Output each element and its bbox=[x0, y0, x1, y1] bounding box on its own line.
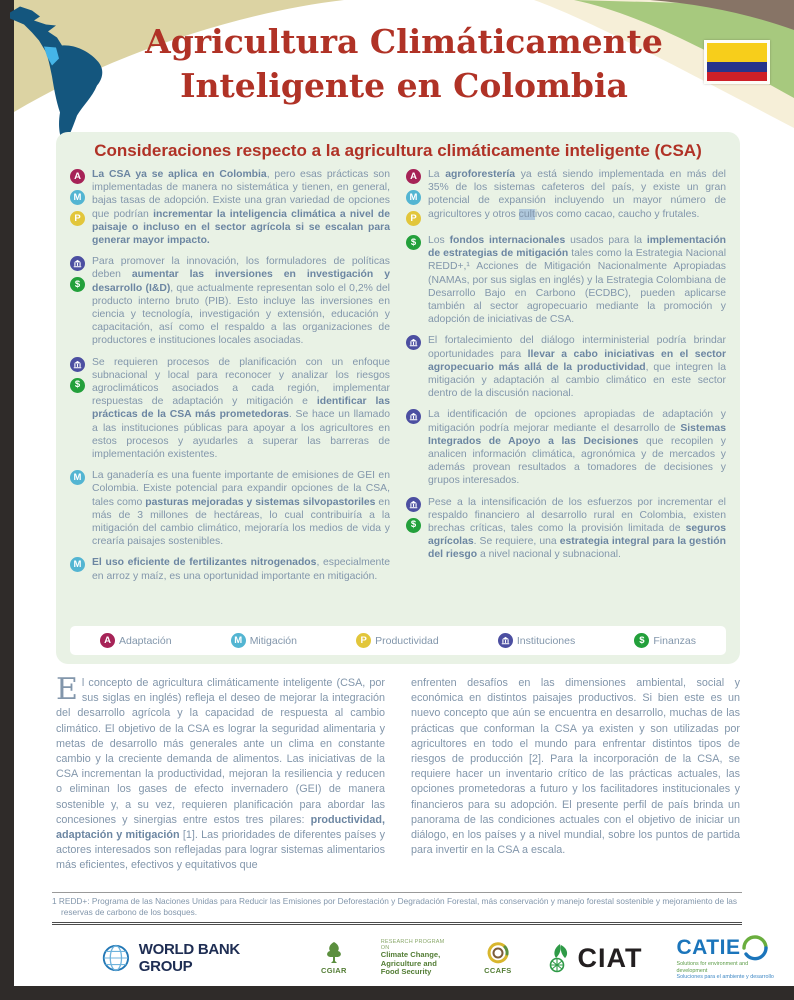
productivity-icon: P bbox=[70, 211, 85, 226]
ciat-label: CIAT bbox=[577, 942, 643, 973]
body-left-text: l concepto de agricultura climáticamente inteligente (CSA, por sus siglas en inglés) refleja el deseo de mejorar la integración del desarrollo agrícola y la capacidad de respuesta al cambio climático. El objetivo de la CSA es lograr la seguridad alimentaria y metas de desarrollo más generales ante un clima en constante cambio y la creciente demanda de alimentos. Las iniciativas de la CSA incrementan la productividad, mejoran la resiliencia y reducen o eliminan los gases de efecto invernadero (GEI) de manera sostenible y, a su vez, requieren planificación para abordar las concesiones y sinergias entre estos tres pilares: productividad, adaptación y mitigación [1]. Las prioridades de diferentes países y actores interesados son reflejadas para lograr sistemas alimentarios más eficientes, efectivos y equitativos que bbox=[56, 677, 385, 872]
institutions-icon bbox=[406, 497, 421, 512]
bullet-icons bbox=[70, 168, 87, 247]
bullet-text: El uso eficiente de fertilizantes nitrogenados, especialmente en arroz y maíz, es una oportunidad importante en mitigación. bbox=[92, 557, 391, 582]
catie-swoosh-icon bbox=[742, 935, 768, 961]
productivity-icon: P bbox=[406, 211, 421, 226]
footer-logos bbox=[40, 929, 774, 987]
bullet-icons bbox=[406, 334, 423, 400]
legend-label: Mitigación bbox=[249, 634, 297, 647]
bullet-text: La identificación de opciones apropiadas de adaptación y mitigación podría mejorar mediante el desarrollo de Sistemas Integrados de Apoyo a las Decisiones que recopilen y analicen información climática, agronómica y de mercados y además provean resultados a tomadores de decisiones y grupos interesados. bbox=[428, 409, 727, 487]
legend-item bbox=[634, 633, 696, 648]
cgiar-label: CGIAR bbox=[321, 966, 347, 975]
cgiar-tree-icon bbox=[322, 941, 346, 965]
bullet-text: Se requieren procesos de planificación con un enfoque subnacional y local para reconocer y analizar los riesgos agroclimáticos asociados a cada región, implementar respuestas de adaptación y mitigación e identificar las prácticas de la CSA más prometedoras. Se hace un llamado a las instituciones públicas para apoyar a los agricultores en estos procesos y ayudarles a superar las barreras de implementación existentes. bbox=[92, 356, 390, 461]
bullet-text: El fortalecimiento del diálogo interministerial podría brindar oportunidades para llevar a cabo iniciativas en el sector agropecuario más allá de la productividad, que integren la mitigación y adaptación al cambio climático en este sector dentro de la discusión nacional. bbox=[428, 335, 726, 400]
body-text-section bbox=[56, 672, 740, 874]
mitigation-icon: M bbox=[231, 633, 246, 648]
bullet-icons bbox=[406, 168, 423, 226]
flag-stripe-yellow bbox=[707, 43, 767, 62]
page-title-line2: Inteligente en Colombia bbox=[180, 66, 628, 105]
legend-bar bbox=[70, 626, 726, 655]
finance-icon: $ bbox=[634, 633, 649, 648]
catie-tagline-en: Solutions for environment and development bbox=[676, 961, 749, 974]
flag-stripe-red bbox=[707, 72, 767, 82]
bullet-text: Pese a la intensificación de los esfuerzos por incrementar el respaldo financiero al desarrollo rural en Colombia, existen brechas críticas, tales como la provisión limitada de seguros agrícolas. Se requiere, una estrategia integral para la gestión del riesgo a nivel nacional y subnacional. bbox=[428, 496, 726, 561]
page-bottom-border bbox=[0, 986, 794, 1000]
header bbox=[14, 0, 794, 132]
legend-item bbox=[498, 633, 575, 648]
bullet-icons bbox=[70, 469, 87, 548]
bullet-text: La CSA ya se aplica en Colombia, pero esas prácticas son implementadas de manera no sistemática y tienen, en general, bajas tasas de adopción. Existe una gran variedad de opciones que podrían incrementar la inteligencia climática a nivel de paisaje o incluso en el sector agrícola si se escalan para generar mayor impacto. bbox=[92, 169, 390, 247]
drop-cap: E bbox=[56, 672, 78, 707]
bullet-text: La agroforestería ya está siendo implementada en más del 35% de los sistemas cafeteros del país, y existe un gran potencial de expansión incluyendo un mayor número de agricultores y otros cultivos como cacao, caucho y frutales. bbox=[428, 169, 726, 220]
legend-item bbox=[100, 633, 172, 648]
institutions-icon bbox=[406, 409, 421, 424]
page-title-line1: Agricultura Climáticamente bbox=[145, 22, 663, 61]
catie-label: CATIE bbox=[676, 936, 741, 960]
legend-item bbox=[231, 633, 297, 648]
panel-heading: Consideraciones respecto a la agricultura climáticamente inteligente (CSA) bbox=[94, 141, 702, 160]
institutions-icon bbox=[498, 633, 513, 648]
legend-item bbox=[356, 633, 439, 648]
footnote bbox=[52, 892, 742, 925]
ccafs-program-tiny-label: RESEARCH PROGRAM ON bbox=[380, 939, 445, 952]
ccafs-label: CCAFS bbox=[484, 966, 512, 975]
institutions-icon bbox=[70, 256, 85, 271]
institutions-icon bbox=[406, 335, 421, 350]
body-right-column: enfrenten desafíos en las dimensiones ambiental, social y económica en distintos paisajes productivos. Si bien este es un nuevo concepto que aún se encuentra en desarrollo, muchas de las prácticas que conforman la CSA ya existen y son utilizadas por agricultores en todo el mundo para enfrentar distintos tipos de riesgos de producción [2]. Para la incorporación de la CSA, se requiere hacer un inventario crítico de las prácticas actuales, las opciones prometedoras a futuro y los facilitadores institucionales y financieros para su adopción. El presente perfil de país brinda un panorama de las condiciones actuales con el objetivo de iniciar un diálogo, en los países y a nivel mundial, sobre los puntos de partida para invertir en la CSA a escala. bbox=[411, 677, 740, 857]
legend-label: Adaptación bbox=[119, 634, 172, 647]
bullet-text: Los fondos internacionales usados para la implementación de estrategias de mitigación tales como la Estrategia Nacional REDD+,¹ Acciones de Mitigación Nacionalmente Apropiadas (NAMAs, por sus siglas en inglés) y la Estrategia Colombiana de Desarrollo Bajo en Carbono (ECDBC), pueden aplicarse también al sector agropecuario mediante la promoción y adopción de iniciativas de CSA. bbox=[428, 235, 727, 326]
ciat-leaf-icon bbox=[546, 943, 574, 973]
bullet-icons bbox=[70, 356, 87, 462]
adaptation-icon: A bbox=[100, 633, 115, 648]
ccafs-program-line: Food Security bbox=[380, 967, 432, 977]
considerations-left-column bbox=[70, 168, 390, 591]
cgiar-logo bbox=[321, 941, 347, 975]
consideration-item bbox=[406, 334, 726, 400]
ccafs-ring-icon bbox=[486, 941, 510, 965]
consideration-item bbox=[406, 408, 726, 487]
mitigation-icon: M bbox=[70, 470, 85, 485]
ccafs-program-line: Climate Change, bbox=[380, 950, 441, 960]
consideration-item bbox=[70, 255, 390, 347]
consideration-item bbox=[70, 556, 390, 582]
considerations-right-column bbox=[406, 168, 726, 591]
catie-tagline-es: Soluciones para el ambiente y desarrollo bbox=[676, 974, 774, 981]
latin-america-map-graphic bbox=[4, 2, 124, 152]
adaptation-icon: A bbox=[406, 169, 421, 184]
flag-stripe-blue bbox=[707, 62, 767, 72]
footnote-text: 1 REDD+: Programa de las Naciones Unidas para Reducir las Emisiones por Deforestación y Degradación Forestal, más conservación y manejo forestal sostenible y mejoramiento de las reservas de carbono de los bosques. bbox=[52, 896, 738, 917]
page-title bbox=[134, 20, 674, 108]
mitigation-icon: M bbox=[70, 190, 85, 205]
catie-logo bbox=[677, 935, 774, 981]
bullet-text: La ganadería es una fuente importante de emisiones de GEI en Colombia. Existe potencial para expandir opciones de la CSA, tales como pasturas mejoradas y sistemas silvopastoriles en más de 3 millones de hectáreas, lo cual contribuiría a la mitigación del cambio climático, mejoraría los medios de vida y crearía paisajes sostenibles. bbox=[92, 470, 390, 548]
bullet-icons bbox=[70, 255, 87, 347]
finance-icon: $ bbox=[70, 378, 85, 393]
finance-icon: $ bbox=[406, 235, 421, 250]
ccafs-program-text bbox=[381, 939, 450, 977]
productivity-icon: P bbox=[356, 633, 371, 648]
bullet-text: Para promover la innovación, los formuladores de políticas deben aumentar las inversiones en investigación y desarrollo (I&D), que actualmente representan solo el 0,2% del producto interno bruto (PIB). Esto incluye las inversiones en ciencia y tecnología, investigación y extensión, educación y capacitación, así como el respaldo a las organizaciones de productores e instituciones locales asociadas. bbox=[92, 256, 391, 347]
mitigation-icon: M bbox=[406, 190, 421, 205]
bullet-icons bbox=[406, 234, 423, 326]
institutions-icon bbox=[70, 357, 85, 372]
ciat-logo bbox=[546, 943, 643, 974]
bullet-icons bbox=[406, 496, 423, 562]
consideration-item bbox=[406, 496, 726, 562]
adaptation-icon: A bbox=[70, 169, 85, 184]
worldbank-logo bbox=[100, 941, 287, 975]
mitigation-icon: M bbox=[70, 557, 85, 572]
finance-icon: $ bbox=[406, 518, 421, 533]
consideration-item bbox=[70, 356, 390, 462]
consideration-item bbox=[406, 234, 726, 326]
worldbank-label: WORLD BANK GROUP bbox=[138, 941, 240, 975]
consideration-item bbox=[406, 168, 726, 226]
considerations-panel bbox=[56, 132, 740, 664]
colombia-flag bbox=[704, 40, 770, 84]
consideration-item bbox=[70, 168, 390, 247]
legend-label: Instituciones bbox=[516, 634, 576, 647]
legend-label: Finanzas bbox=[653, 634, 696, 647]
legend-label: Productividad bbox=[375, 634, 439, 647]
consideration-item bbox=[70, 469, 390, 548]
bullet-icons bbox=[406, 408, 423, 487]
ccafs-program-line: Agriculture and bbox=[380, 958, 437, 968]
ccafs-logo bbox=[484, 941, 511, 975]
bullet-icons bbox=[70, 556, 87, 582]
finance-icon: $ bbox=[70, 277, 85, 292]
body-left-column bbox=[56, 672, 385, 874]
worldbank-globe-icon bbox=[100, 941, 132, 975]
